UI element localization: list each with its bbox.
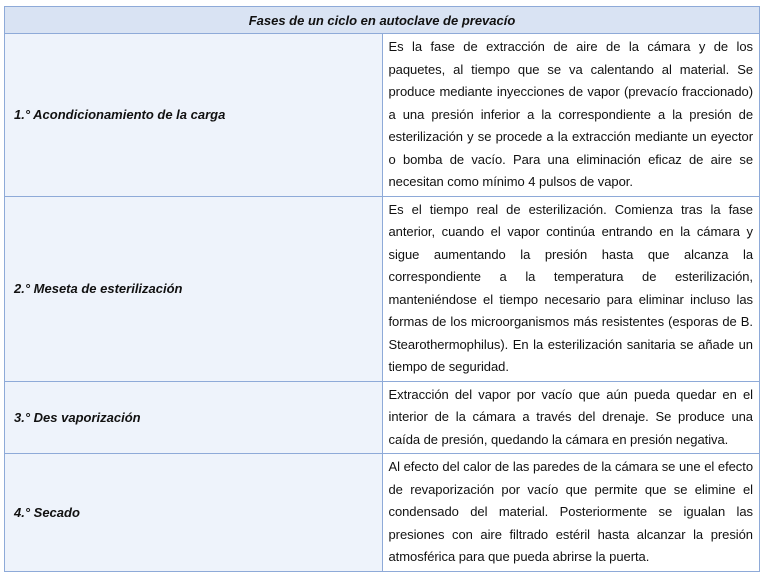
- table-row-phase-4: [5, 454, 760, 572]
- phase-label-1: 1.° Acondicionamiento de la carga: [5, 34, 383, 197]
- table-header-row: [5, 7, 760, 34]
- table-row-phase-3: [5, 381, 760, 454]
- phase-label-2: 2.° Meseta de esterilización: [5, 196, 383, 381]
- table-title: Fases de un ciclo en autoclave de prevacío: [5, 7, 760, 34]
- table-row-phase-2: [5, 196, 760, 381]
- phase-description-4: Al efecto del calor de las paredes de la cámara se une el efecto de revaporización por vacío que permite que se elimine el condensado del material. Posteriormente se igualan las presiones con aire filtrado estéril hasta alcanzar la presión atmosférica para que pueda abrirse la puerta.: [382, 454, 760, 572]
- phase-description-2: Es el tiempo real de esterilización. Comienza tras la fase anterior, cuando el vapor continúa entrando en la cámara y sigue aumentando la presión hasta que alcanza la correspondiente a la temperatura de esterilización, manteniéndose el tiempo necesario para eliminar incluso las formas de los microorganismos más resistentes (esporas de B. Stearothermophilus). En la esterilización sanitaria se añade un tiempo de seguridad.: [382, 196, 760, 381]
- phase-label-4: 4.° Secado: [5, 454, 383, 572]
- phase-description-3: Extracción del vapor por vacío que aún pueda quedar en el interior de la cámara a través del drenaje. Se produce una caída de presión, quedando la cámara en presión negativa.: [382, 381, 760, 454]
- phase-label-3: 3.° Des vaporización: [5, 381, 383, 454]
- phase-description-1: Es la fase de extracción de aire de la cámara y de los paquetes, al tiempo que se va calentando al material. Se produce mediante inyecciones de vapor (prevacío fraccionado) a una presión inferior a la correspondiente a la presión de esterilización y se procede a la extracción mediante un eyector o bomba de vacío. Para una eliminación eficaz de aire se necesitan como mínimo 4 pulsos de vapor.: [382, 34, 760, 197]
- table-row-phase-1: [5, 34, 760, 197]
- autoclave-phases-table: [4, 6, 760, 572]
